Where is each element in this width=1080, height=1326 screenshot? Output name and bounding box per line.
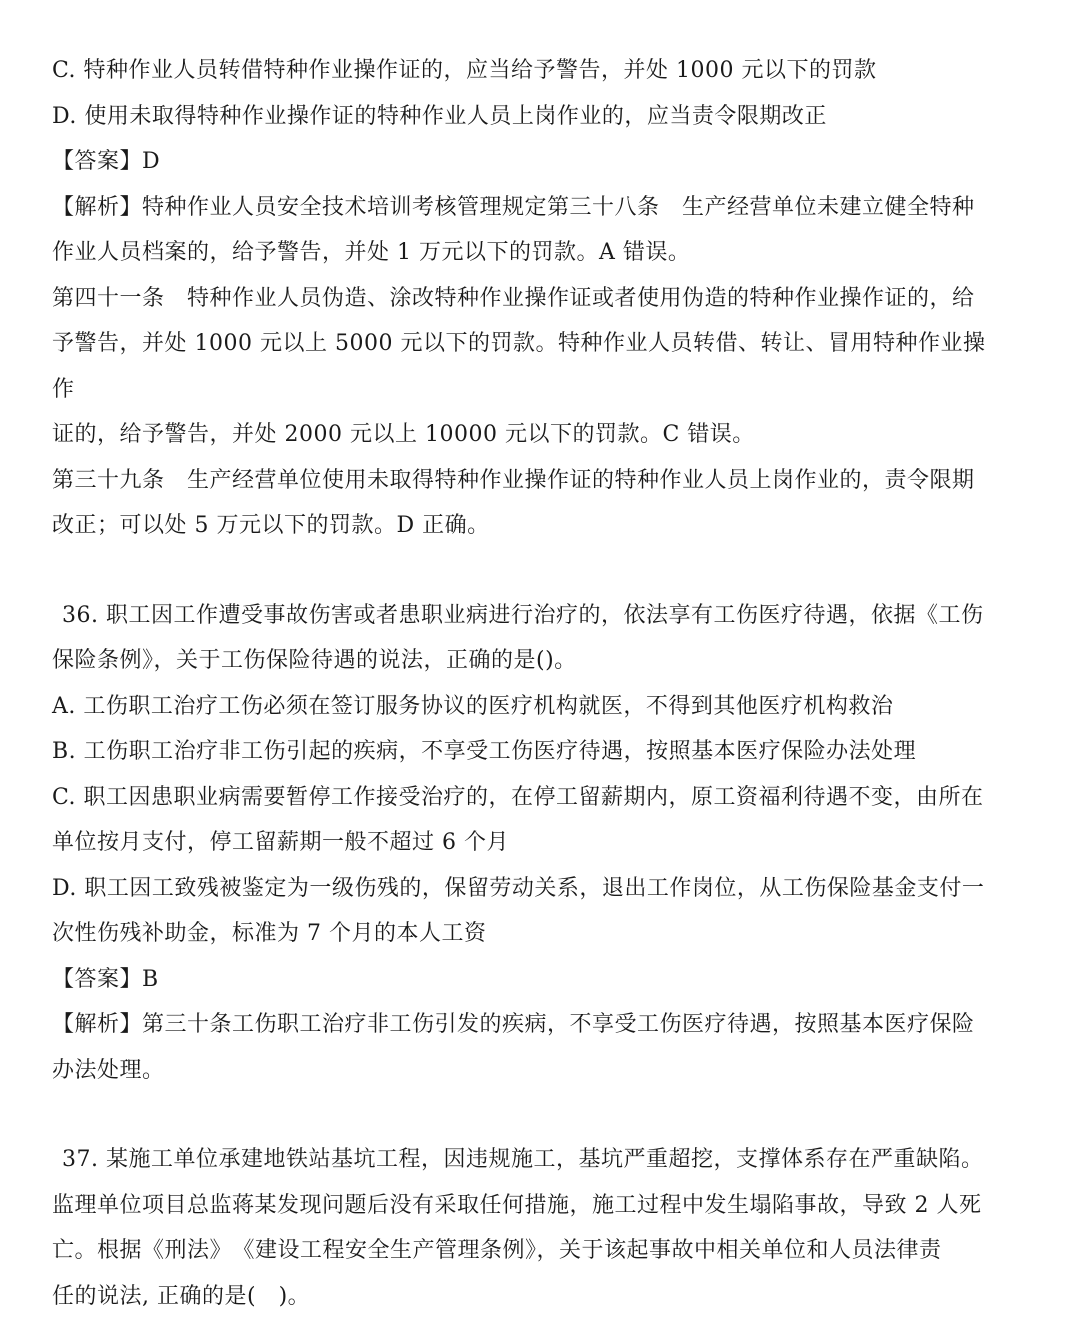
option-c: C. 职工因患职业病需要暂停工作接受治疗的，在停工留薪期内，原工资福利待遇不变，由所在 bbox=[52, 784, 984, 810]
question-37-block bbox=[52, 1137, 998, 1319]
question-stem: 37. 某施工单位承建地铁站基坑工程，因违规施工，基坑严重超挖，支撑体系存在严重缺陷。 bbox=[62, 1147, 984, 1172]
analysis-line: 第四十一条 特种作业人员伪造、涂改特种作业操作证或者使用伪造的特种作业操作证的，给 bbox=[52, 285, 975, 311]
analysis-line: 【解析】特种作业人员安全技术培训考核管理规定第三十八条 生产经营单位未建立健全特种 bbox=[52, 194, 975, 220]
option-d: D. 职工因工致残被鉴定为一级伤残的，保留劳动关系，退出工作岗位，从工伤保险基金支付一 bbox=[52, 875, 985, 901]
option-c: C. 特种作业人员转借特种作业操作证的，应当给予警告，并处 1000 元以下的罚款 bbox=[52, 58, 877, 83]
question-stem: 监理单位项目总监蒋某发现问题后没有采取任何措施，施工过程中发生塌陷事故，导致 2 人死 bbox=[52, 1192, 982, 1218]
section-spacer bbox=[52, 1093, 998, 1137]
question-stem: 亡。根据《刑法》 《建设工程安全生产管理条例》，关于该起事故中相关单位和人员法律责 bbox=[52, 1238, 942, 1263]
option-c: 单位按月支付，停工留薪期一般不超过 6 个月 bbox=[52, 830, 509, 855]
analysis-line: 予警告，并处 1000 元以上 5000 元以下的罚款。特种作业人员转借、转让、冒用特种作业操作 bbox=[52, 331, 986, 402]
analysis-line: 改正；可以处 5 万元以下的罚款。D 正确。 bbox=[52, 513, 490, 538]
question-36-block bbox=[52, 593, 998, 1094]
analysis-line: 第三十九条 生产经营单位使用未取得特种作业操作证的特种作业人员上岗作业的，责令限期 bbox=[52, 467, 975, 493]
option-d: 次性伤残补助金，标准为 7 个月的本人工资 bbox=[52, 921, 487, 946]
analysis-line: 【解析】第三十条工伤职工治疗非工伤引发的疾病，不享受工伤医疗待遇，按照基本医疗保险 bbox=[52, 1012, 975, 1037]
option-a: A. 工伤职工治疗工伤必须在签订服务协议的医疗机构就医，不得到其他医疗机构救治 bbox=[52, 693, 894, 719]
previous-question-block bbox=[52, 48, 998, 549]
question-stem: 任的说法, 正确的是( )。 bbox=[52, 1283, 311, 1309]
question-stem: 保险条例》，关于工伤保险待遇的说法，正确的是()。 bbox=[52, 648, 577, 673]
analysis-block bbox=[52, 185, 998, 549]
option-b: B. 工伤职工治疗非工伤引起的疾病，不享受工伤医疗待遇，按照基本医疗保险办法处理 bbox=[52, 739, 917, 764]
analysis-line: 办法处理。 bbox=[52, 1057, 165, 1083]
question-stem: 36. 职工因工作遭受事故伤害或者患职业病进行治疗的，依法享有工伤医疗待遇，依据《工伤 bbox=[62, 602, 984, 628]
analysis-line: 证的，给予警告，并处 2000 元以上 10000 元以下的罚款。C 错误。 bbox=[52, 422, 755, 447]
answer-label: 【答案】B bbox=[52, 966, 159, 992]
answer-label: 【答案】D bbox=[52, 149, 161, 174]
option-d: D. 使用未取得特种作业操作证的特种作业人员上岗作业的，应当责令限期改正 bbox=[52, 103, 827, 129]
analysis-line: 作业人员档案的，给予警告，并处 1 万元以下的罚款。A 错误。 bbox=[52, 240, 691, 265]
section-spacer bbox=[52, 549, 998, 593]
